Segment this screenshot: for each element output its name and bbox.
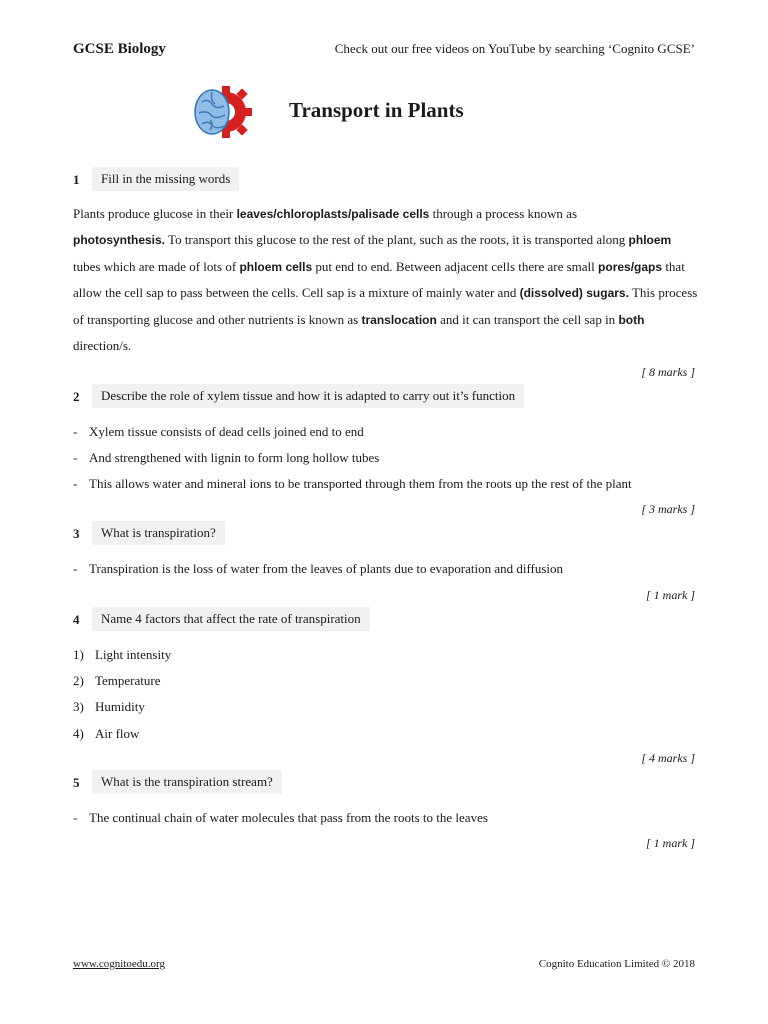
question-2-number: 2: [73, 389, 80, 404]
question-3-marks: [ 1 mark ]: [645, 588, 695, 602]
list-item: [73, 673, 161, 689]
para-text: and it can transport the cell sap in: [436, 311, 619, 327]
list-item-text: Humidity: [95, 699, 145, 714]
bullet-dash: -: [73, 424, 78, 439]
para-answer: both: [618, 312, 645, 327]
para-answer: phloem cells: [239, 259, 313, 274]
para-answer: leaves/chloroplasts/palisade cells: [236, 207, 430, 221]
question-4-prompt: Name 4 factors that affect the rate of transpiration: [92, 607, 370, 631]
para-answer: (dissolved) sugars.: [519, 286, 629, 301]
list-number: 4): [73, 726, 84, 741]
list-item-text: This allows water and mineral ions to be transported through them from the roots up the rest of the plant: [89, 476, 632, 491]
question-4-number: 4: [73, 612, 80, 627]
list-item: [73, 450, 379, 466]
bullet-dash: -: [73, 561, 78, 576]
list-item: [73, 726, 139, 742]
question-2-marks: [ 3 marks ]: [641, 502, 695, 516]
question-3-prompt: What is transpiration?: [92, 521, 225, 545]
question-5-prompt: What is the transpiration stream?: [92, 770, 282, 794]
list-number: 1): [73, 647, 84, 662]
para-answer: pores/gaps: [598, 259, 663, 274]
bullet-dash: -: [73, 476, 78, 491]
list-item: [73, 561, 563, 577]
bullet-dash: -: [73, 450, 78, 465]
question-5-marks: [ 1 mark ]: [645, 836, 695, 850]
para-text: tubes which are made of lots of: [73, 258, 240, 274]
list-item-text: Transpiration is the loss of water from the leaves of plants due to evaporation and diffusion: [89, 561, 564, 576]
page-title: Transport in Plants: [289, 98, 464, 122]
para-text: Plants produce glucose in their: [73, 206, 237, 221]
para-text: that allow the cell sap to pass between the cells. Cell sap is a mixture of mainly water and: [73, 258, 685, 301]
question-3-number: 3: [73, 526, 80, 541]
para-answer: photosynthesis.: [73, 233, 166, 248]
para-text: put end to end. Between adjacent cells there are small: [312, 258, 599, 274]
list-item-text: The continual chain of water molecules that pass from the roots to the leaves: [89, 810, 488, 825]
para-text: direction/s.: [73, 338, 132, 354]
list-number: 2): [73, 673, 84, 688]
list-item-text: Xylem tissue consists of dead cells joined end to end: [89, 424, 364, 439]
list-item: [73, 699, 145, 715]
bullet-dash: -: [73, 810, 78, 825]
list-item-text: Air flow: [95, 726, 140, 741]
header-promo: Check out our free videos on YouTube by searching ‘Cognito GCSE’: [334, 41, 695, 56]
question-1-marks: [ 8 marks ]: [641, 365, 695, 379]
list-number: 3): [73, 699, 84, 714]
list-item: [73, 476, 632, 492]
para-text: through a process known as: [429, 206, 578, 221]
question-4-marks: [ 4 marks ]: [641, 751, 695, 765]
para-text: This process of transporting glucose and other nutrients is known as: [73, 285, 698, 327]
list-item-text: Temperature: [95, 673, 161, 688]
footer-copyright: Cognito Education Limited © 2018: [538, 958, 695, 970]
header-subject: GCSE Biology: [73, 41, 166, 57]
list-item: [73, 647, 171, 663]
para-answer: translocation: [361, 312, 437, 327]
list-item-text: And strengthened with lignin to form long hollow tubes: [89, 450, 380, 465]
list-item-text: Light intensity: [95, 647, 172, 662]
question-1-prompt: Fill in the missing words: [92, 167, 239, 191]
question-1-number: 1: [73, 172, 80, 187]
para-answer: phloem: [628, 233, 672, 248]
para-text: To transport this glucose to the rest of the plant, such as the roots, it is transported along: [165, 232, 629, 248]
question-5-number: 5: [73, 775, 80, 790]
list-item: [73, 810, 488, 826]
list-item: [73, 424, 364, 440]
brain-gear-logo-icon: [190, 80, 254, 144]
footer-website-link[interactable]: www.cognitoedu.org: [73, 958, 165, 970]
question-1-answer-paragraph: [73, 201, 698, 359]
question-2-prompt: Describe the role of xylem tissue and how it is adapted to carry out it’s function: [92, 384, 524, 408]
